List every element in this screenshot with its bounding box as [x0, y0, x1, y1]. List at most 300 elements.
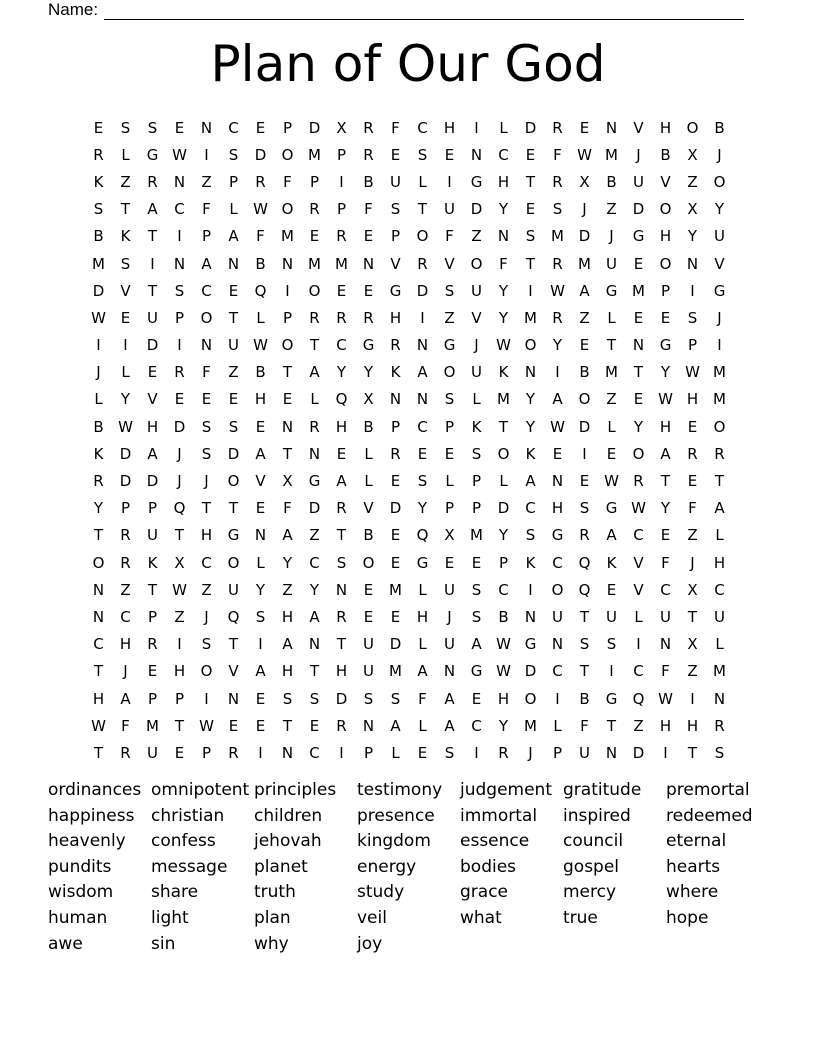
grid-letter: I — [285, 281, 290, 300]
grid-letter: L — [499, 472, 508, 491]
word-bank-item: joy — [357, 933, 383, 954]
grid-letter: I — [555, 689, 560, 708]
word-bank-item: kingdom — [357, 831, 431, 852]
grid-letter: E — [687, 417, 698, 436]
grid-letter: S — [579, 499, 590, 518]
grid-letter: L — [553, 716, 562, 735]
grid-row — [85, 440, 733, 467]
word-bank-item: wisdom — [48, 882, 114, 903]
grid-letter: E — [390, 553, 401, 572]
word-bank-item: premortal — [666, 780, 750, 800]
grid-letter: J — [447, 607, 452, 626]
grid-letter: E — [579, 336, 590, 355]
grid-letter: D — [416, 281, 429, 300]
grid-letter: N — [443, 662, 456, 681]
grid-letter: F — [202, 363, 211, 382]
grid-letter: E — [363, 281, 374, 300]
grid-letter: T — [120, 200, 131, 219]
grid-letter: U — [660, 607, 671, 626]
grid-letter: V — [633, 553, 644, 572]
grid-letter: S — [228, 145, 239, 164]
grid-letter: L — [634, 607, 643, 626]
grid-letter: C — [201, 281, 212, 300]
grid-letter: A — [309, 607, 320, 626]
grid-letter: P — [174, 308, 185, 327]
grid-letter: I — [204, 145, 209, 164]
grid-letter: R — [498, 743, 509, 762]
grid-letter: L — [94, 390, 103, 409]
grid-letter: O — [200, 308, 213, 327]
grid-letter: T — [336, 635, 347, 654]
grid-letter: S — [687, 308, 698, 327]
grid-letter: O — [227, 472, 240, 491]
grid-letter: P — [282, 308, 293, 327]
grid-letter: H — [119, 635, 132, 654]
grid-letter: L — [121, 363, 130, 382]
grid-letter: R — [336, 607, 347, 626]
grid-letter: I — [96, 336, 101, 355]
grid-letter: S — [606, 635, 617, 654]
word-bank-item: eternal — [666, 831, 727, 852]
grid-letter: I — [528, 281, 533, 300]
grid-letter: E — [255, 716, 266, 735]
grid-letter: P — [147, 499, 158, 518]
grid-letter: T — [174, 716, 185, 735]
grid-letter: N — [362, 716, 375, 735]
grid-letter: C — [633, 526, 644, 545]
grid-letter: T — [228, 499, 239, 518]
grid-letter: E — [255, 499, 266, 518]
grid-letter: E — [444, 145, 455, 164]
grid-letter: E — [444, 553, 455, 572]
grid-letter: V — [228, 662, 239, 681]
grid-row — [85, 658, 733, 685]
grid-letter: I — [474, 743, 479, 762]
grid-letter: E — [147, 662, 158, 681]
word-bank-item: confess — [151, 831, 216, 852]
grid-letter: D — [119, 472, 132, 491]
grid-letter: S — [444, 281, 455, 300]
grid-letter: C — [552, 662, 563, 681]
grid-letter: Q — [227, 607, 240, 626]
grid-letter: X — [174, 553, 185, 572]
grid-letter: K — [498, 363, 509, 382]
grid-letter: I — [447, 172, 452, 191]
grid-row — [85, 631, 733, 658]
grid-letter: R — [309, 308, 320, 327]
grid-letter: E — [120, 308, 131, 327]
grid-letter: L — [499, 118, 508, 137]
grid-letter: T — [174, 526, 185, 545]
grid-letter: S — [174, 281, 185, 300]
grid-letter: J — [609, 227, 614, 246]
word-bank-item: pundits — [48, 856, 112, 877]
grid-letter: V — [444, 254, 455, 273]
grid-letter: Y — [660, 499, 671, 518]
grid-letter: R — [309, 417, 320, 436]
grid-letter: P — [336, 200, 347, 219]
grid-letter: M — [605, 363, 618, 382]
word-bank — [48, 778, 769, 957]
grid-letter: B — [660, 145, 671, 164]
grid-letter: P — [228, 172, 239, 191]
grid-letter: A — [255, 444, 266, 463]
grid-letter: S — [417, 145, 428, 164]
grid-letter: W — [685, 363, 700, 382]
word-bank-item: judgement — [460, 780, 552, 800]
grid-letter: O — [524, 689, 537, 708]
grid-row — [85, 413, 733, 440]
grid-letter: E — [255, 689, 266, 708]
grid-letter: V — [633, 580, 644, 599]
grid-letter: N — [200, 336, 213, 355]
grid-letter: O — [470, 254, 483, 273]
grid-row — [85, 739, 733, 766]
grid-letter: Q — [335, 390, 348, 409]
word-bank-item: human — [48, 907, 108, 928]
grid-letter: C — [471, 716, 482, 735]
grid-letter: C — [417, 118, 428, 137]
grid-letter: Z — [606, 200, 617, 219]
grid-letter: T — [525, 172, 536, 191]
grid-letter: J — [177, 444, 182, 463]
grid-letter: I — [663, 743, 668, 762]
grid-letter: Z — [201, 172, 212, 191]
grid-letter: B — [255, 254, 266, 273]
grid-letter: I — [123, 336, 128, 355]
grid-letter: H — [281, 662, 294, 681]
grid-letter: H — [659, 118, 672, 137]
grid-letter: L — [256, 308, 265, 327]
grid-letter: P — [498, 553, 509, 572]
grid-letter: O — [443, 363, 456, 382]
grid-letter: L — [364, 444, 373, 463]
grid-letter: S — [471, 444, 482, 463]
grid-letter: E — [363, 580, 374, 599]
grid-letter: R — [552, 254, 563, 273]
grid-letter: T — [309, 336, 320, 355]
grid-letter: M — [578, 254, 591, 273]
grid-letter: F — [688, 499, 697, 518]
grid-letter: L — [715, 635, 724, 654]
grid-letter: W — [550, 281, 565, 300]
grid-letter: S — [93, 200, 104, 219]
grid-letter: E — [255, 118, 266, 137]
grid-letter: I — [609, 662, 614, 681]
word-bank-item: happiness — [48, 805, 135, 826]
grid-letter: T — [660, 472, 671, 491]
grid-letter: Y — [687, 227, 698, 246]
grid-letter: E — [633, 254, 644, 273]
grid-letter: W — [550, 417, 565, 436]
grid-letter: A — [282, 526, 293, 545]
grid-letter: K — [390, 363, 401, 382]
grid-letter: P — [444, 417, 455, 436]
grid-letter: S — [147, 118, 158, 137]
grid-letter: G — [605, 689, 618, 708]
word-bank-item: principles — [254, 780, 337, 800]
grid-letter: X — [363, 390, 374, 409]
grid-letter: G — [146, 145, 159, 164]
grid-letter: A — [336, 472, 347, 491]
grid-letter: O — [713, 172, 726, 191]
grid-letter: M — [524, 716, 537, 735]
grid-letter: E — [336, 444, 347, 463]
grid-letter: Y — [552, 336, 563, 355]
grid-letter: E — [174, 743, 185, 762]
grid-letter: A — [147, 444, 158, 463]
grid-letter: L — [121, 145, 130, 164]
grid-letter: P — [444, 499, 455, 518]
grid-letter: P — [309, 172, 320, 191]
grid-letter: P — [147, 607, 158, 626]
grid-letter: J — [717, 145, 722, 164]
grid-letter: R — [552, 118, 563, 137]
grid-letter: J — [582, 200, 587, 219]
grid-letter: L — [256, 553, 265, 572]
grid-letter: E — [228, 716, 239, 735]
grid-letter: K — [525, 444, 536, 463]
grid-letter: G — [308, 472, 321, 491]
grid-letter: C — [93, 635, 104, 654]
grid-letter: N — [605, 118, 618, 137]
grid-letter: J — [474, 336, 479, 355]
grid-letter: G — [443, 336, 456, 355]
grid-letter: U — [147, 308, 158, 327]
grid-letter: C — [309, 743, 320, 762]
grid-letter: H — [659, 227, 672, 246]
grid-letter: N — [551, 472, 564, 491]
word-bank-item: where — [666, 882, 719, 903]
grid-letter: A — [660, 444, 671, 463]
grid-letter: T — [579, 662, 590, 681]
grid-letter: G — [362, 336, 375, 355]
grid-letter: N — [524, 607, 537, 626]
grid-letter: Y — [498, 716, 509, 735]
grid-letter: Y — [498, 200, 509, 219]
word-bank-item: council — [563, 831, 624, 852]
grid-letter: T — [147, 281, 158, 300]
grid-letter: W — [604, 472, 619, 491]
word-bank-item: message — [151, 856, 228, 877]
grid-letter: T — [525, 254, 536, 273]
grid-letter: W — [118, 417, 133, 436]
grid-letter: Y — [525, 390, 536, 409]
grid-letter: H — [497, 172, 510, 191]
grid-letter: E — [606, 444, 617, 463]
grid-row — [85, 196, 733, 223]
grid-letter: S — [552, 200, 563, 219]
grid-letter: N — [308, 635, 321, 654]
grid-letter: J — [96, 363, 101, 382]
grid-letter: R — [120, 553, 131, 572]
grid-letter: F — [661, 662, 670, 681]
grid-letter: E — [390, 526, 401, 545]
grid-letter: E — [579, 118, 590, 137]
name-blank-line — [104, 5, 744, 20]
grid-letter: F — [553, 145, 562, 164]
word-bank-item: jehovah — [254, 831, 322, 852]
grid-letter: S — [471, 607, 482, 626]
word-bank-item: inspired — [563, 805, 631, 826]
grid-letter: E — [552, 444, 563, 463]
letter-grid — [85, 114, 733, 767]
grid-letter: U — [606, 607, 617, 626]
grid-letter: J — [690, 553, 695, 572]
grid-letter: C — [336, 336, 347, 355]
word-bank-item: light — [151, 907, 189, 928]
grid-letter: I — [150, 254, 155, 273]
grid-letter: O — [551, 580, 564, 599]
grid-letter: T — [714, 472, 725, 491]
grid-letter: N — [362, 254, 375, 273]
grid-letter: A — [120, 689, 131, 708]
grid-letter: S — [336, 553, 347, 572]
grid-letter: L — [715, 526, 724, 545]
grid-letter: T — [93, 526, 104, 545]
grid-letter: W — [172, 145, 187, 164]
grid-letter: Y — [498, 308, 509, 327]
grid-letter: G — [416, 553, 429, 572]
grid-letter: T — [282, 716, 293, 735]
grid-letter: P — [390, 417, 401, 436]
grid-letter: P — [201, 227, 212, 246]
grid-letter: T — [93, 662, 104, 681]
grid-letter: N — [227, 254, 240, 273]
grid-letter: N — [497, 227, 510, 246]
grid-letter: E — [93, 118, 104, 137]
grid-row — [85, 603, 733, 630]
grid-letter: A — [714, 499, 725, 518]
grid-letter: I — [555, 363, 560, 382]
grid-letter: W — [199, 716, 214, 735]
grid-letter: N — [335, 580, 348, 599]
grid-letter: S — [201, 444, 212, 463]
grid-letter: M — [281, 227, 294, 246]
grid-letter: R — [93, 145, 104, 164]
grid-letter: A — [309, 363, 320, 382]
grid-letter: R — [579, 526, 590, 545]
grid-letter: O — [281, 336, 294, 355]
grid-letter: R — [147, 172, 158, 191]
grid-letter: S — [363, 689, 374, 708]
grid-letter: H — [443, 118, 456, 137]
grid-letter: N — [92, 580, 105, 599]
grid-letter: P — [201, 743, 212, 762]
grid-letter: R — [390, 444, 401, 463]
grid-letter: Z — [606, 390, 617, 409]
grid-letter: D — [254, 145, 267, 164]
grid-letter: W — [658, 390, 673, 409]
grid-letter: Q — [416, 526, 429, 545]
grid-letter: X — [687, 145, 698, 164]
grid-letter: T — [687, 743, 698, 762]
word-bank-item: immortal — [460, 805, 538, 826]
grid-letter: T — [606, 716, 617, 735]
grid-row — [85, 277, 733, 304]
grid-letter: Y — [120, 390, 131, 409]
grid-letter: V — [471, 308, 482, 327]
grid-letter: R — [228, 743, 239, 762]
grid-letter: Y — [282, 553, 293, 572]
grid-letter: O — [416, 227, 429, 246]
grid-letter: N — [551, 635, 564, 654]
grid-letter: A — [228, 227, 239, 246]
grid-letter: E — [390, 472, 401, 491]
grid-letter: H — [92, 689, 105, 708]
grid-letter: A — [579, 281, 590, 300]
grid-letter: D — [227, 444, 240, 463]
grid-letter: U — [471, 281, 482, 300]
grid-letter: E — [579, 472, 590, 491]
grid-letter: R — [93, 472, 104, 491]
grid-row — [85, 386, 733, 413]
grid-letter: E — [309, 716, 320, 735]
name-label: Name: — [48, 0, 99, 19]
grid-letter: H — [416, 607, 429, 626]
grid-letter: E — [363, 227, 374, 246]
grid-letter: X — [444, 526, 455, 545]
grid-letter: L — [418, 580, 427, 599]
grid-letter: A — [417, 363, 428, 382]
grid-letter: R — [336, 308, 347, 327]
grid-letter: H — [389, 308, 402, 327]
grid-letter: S — [390, 200, 401, 219]
grid-letter: Z — [687, 526, 698, 545]
grid-letter: G — [389, 281, 402, 300]
grid-letter: F — [391, 118, 400, 137]
word-bank-item: grace — [460, 882, 509, 903]
grid-letter: J — [528, 743, 533, 762]
grid-letter: C — [120, 607, 131, 626]
grid-letter: N — [524, 363, 537, 382]
grid-letter: H — [335, 662, 348, 681]
grid-letter: U — [471, 363, 482, 382]
grid-row — [85, 250, 733, 277]
grid-letter: B — [606, 172, 617, 191]
grid-letter: D — [389, 499, 402, 518]
grid-letter: L — [445, 472, 454, 491]
grid-row — [85, 522, 733, 549]
grid-letter: W — [631, 499, 646, 518]
grid-letter: X — [687, 580, 698, 599]
grid-letter: X — [687, 200, 698, 219]
grid-letter: E — [687, 472, 698, 491]
grid-letter: C — [201, 553, 212, 572]
word-bank-item: truth — [254, 882, 296, 903]
grid-letter: W — [253, 336, 268, 355]
grid-letter: W — [91, 716, 106, 735]
word-bank-item: gospel — [563, 856, 620, 877]
grid-letter: S — [525, 227, 536, 246]
word-bank-item: presence — [357, 805, 435, 826]
grid-letter: D — [632, 743, 645, 762]
word-bank-item: awe — [48, 933, 83, 954]
grid-letter: Y — [309, 580, 320, 599]
grid-letter: W — [496, 635, 511, 654]
grid-letter: Q — [632, 689, 645, 708]
grid-letter: S — [471, 580, 482, 599]
grid-letter: I — [177, 336, 182, 355]
grid-letter: E — [255, 417, 266, 436]
word-bank-item: true — [563, 907, 598, 928]
grid-letter: M — [497, 390, 510, 409]
grid-letter: E — [660, 526, 671, 545]
grid-letter: E — [147, 363, 158, 382]
grid-letter: J — [177, 472, 182, 491]
grid-letter: R — [390, 336, 401, 355]
grid-letter: O — [308, 281, 321, 300]
